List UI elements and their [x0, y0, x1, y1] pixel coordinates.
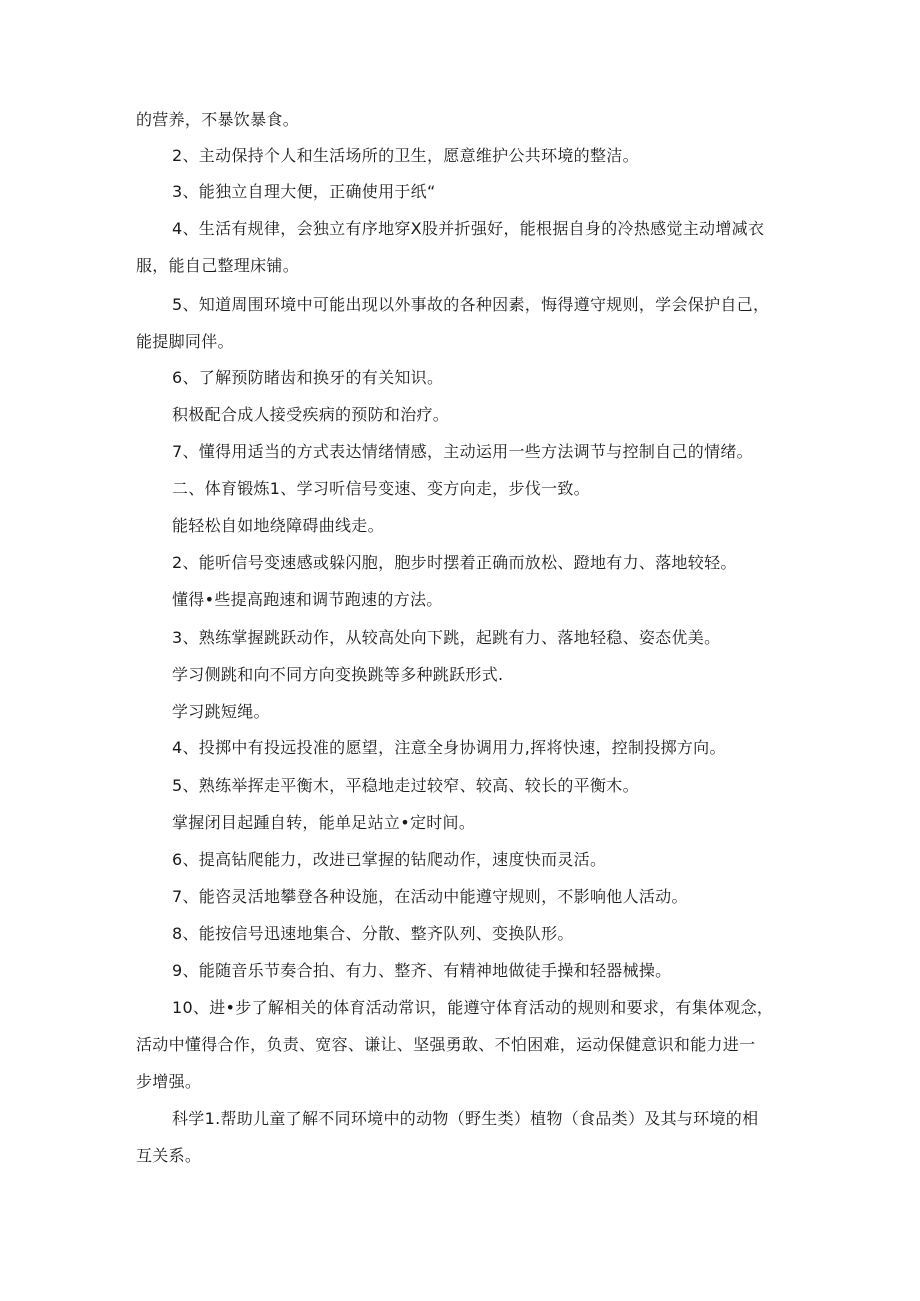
text-line-4: 4、生活有规律，会独立有序地穿X股并折强好，能根据自身的冷热感觉主动增减衣 — [172, 219, 765, 238]
text-line-2: 2、主动保持个人和生活场所的卫生，愿意维护公共环境的整洁。 — [172, 146, 639, 165]
text-line-13: 2、能听信号变速感或躲闪胞，胞步时摆着正确而放松、蹬地有力、落地较轻。 — [172, 553, 737, 572]
text-line-27: 步增强。 — [136, 1072, 202, 1091]
text-line-19: 5、熟练举挥走平衡木，平稳地走过较窄、较高、较长的平衡木。 — [172, 776, 639, 795]
text-line-22: 7、能咨灵活地攀登各种设施，在活动中能遵守规则，不影响他人活动。 — [172, 887, 688, 906]
text-line-10: 7、懂得用适当的方式表达情绪情感，主动运用一些方法调节与控制自己的情绪。 — [172, 442, 753, 461]
text-line-8: 6、了解预防睹齿和换牙的有关知识。 — [172, 368, 444, 387]
text-line-3: 3、能独立自理大便，正确使用于纸“ — [172, 182, 436, 201]
text-line-21: 6、提高钻爬能力，改进已掌握的钻爬动作，速度快而灵活。 — [172, 850, 607, 869]
text-line-26: 活动中懂得合作，负责、宽容、谦让、坚强勇敢、不怕困难，运动保健意识和能力进一 — [136, 1035, 756, 1054]
text-line-20: 掌握闭目起踵自转，能单足站立•定时间。 — [172, 813, 476, 832]
text-line-11: 二、体育锻炼1、学习听信号变速、变方向走，步伐一致。 — [172, 479, 590, 498]
text-line-17: 学习跳短绳。 — [172, 702, 270, 721]
text-line-12: 能轻松自如地绕障碍曲线走。 — [172, 516, 384, 535]
text-line-18: 4、投掷中有投远投准的愿望，注意全身协调用力,挥将快速，控制投掷方向。 — [172, 738, 726, 757]
text-line-23: 8、能按信号迅速地集合、分散、整齐队列、变换队形。 — [172, 924, 574, 943]
text-line-25: 10、进•步了解相关的体育活动常识，能遵守体育活动的规则和要求，有集体观念， — [172, 998, 774, 1017]
text-line-16: 学习侧跳和向不同方向变换跳等多种跳跃形式. — [172, 665, 504, 684]
text-line-24: 9、能随音乐节奏合拍、有力、整齐、有精神地做徒手操和轻器械操。 — [172, 961, 672, 980]
text-line-7: 能提脚同伴。 — [136, 332, 234, 351]
text-line-15: 3、熟练掌握跳跃动作，从较高处向下跳，起跳有力、落地轻稳、姿态优美。 — [172, 628, 721, 647]
text-line-29: 互关系。 — [136, 1146, 202, 1165]
text-line-9: 积极配合成人接受疾病的预防和治疗。 — [172, 405, 450, 424]
text-line-28: 科学1.帮助儿童了解不同环境中的动物（野生类）植物（食品类）及其与环境的相 — [172, 1109, 759, 1128]
text-line-6: 5、知道周围环境中可能出现以外事故的各种因素，悔得遵守规则，学会保护自己， — [172, 295, 770, 314]
text-line-14: 懂得•些提高跑速和调节跑速的方法。 — [172, 590, 443, 609]
text-line-5: 服，能自己整理床铺。 — [136, 256, 300, 275]
text-line-1: 的营养，不暴饮暴食。 — [136, 110, 300, 129]
